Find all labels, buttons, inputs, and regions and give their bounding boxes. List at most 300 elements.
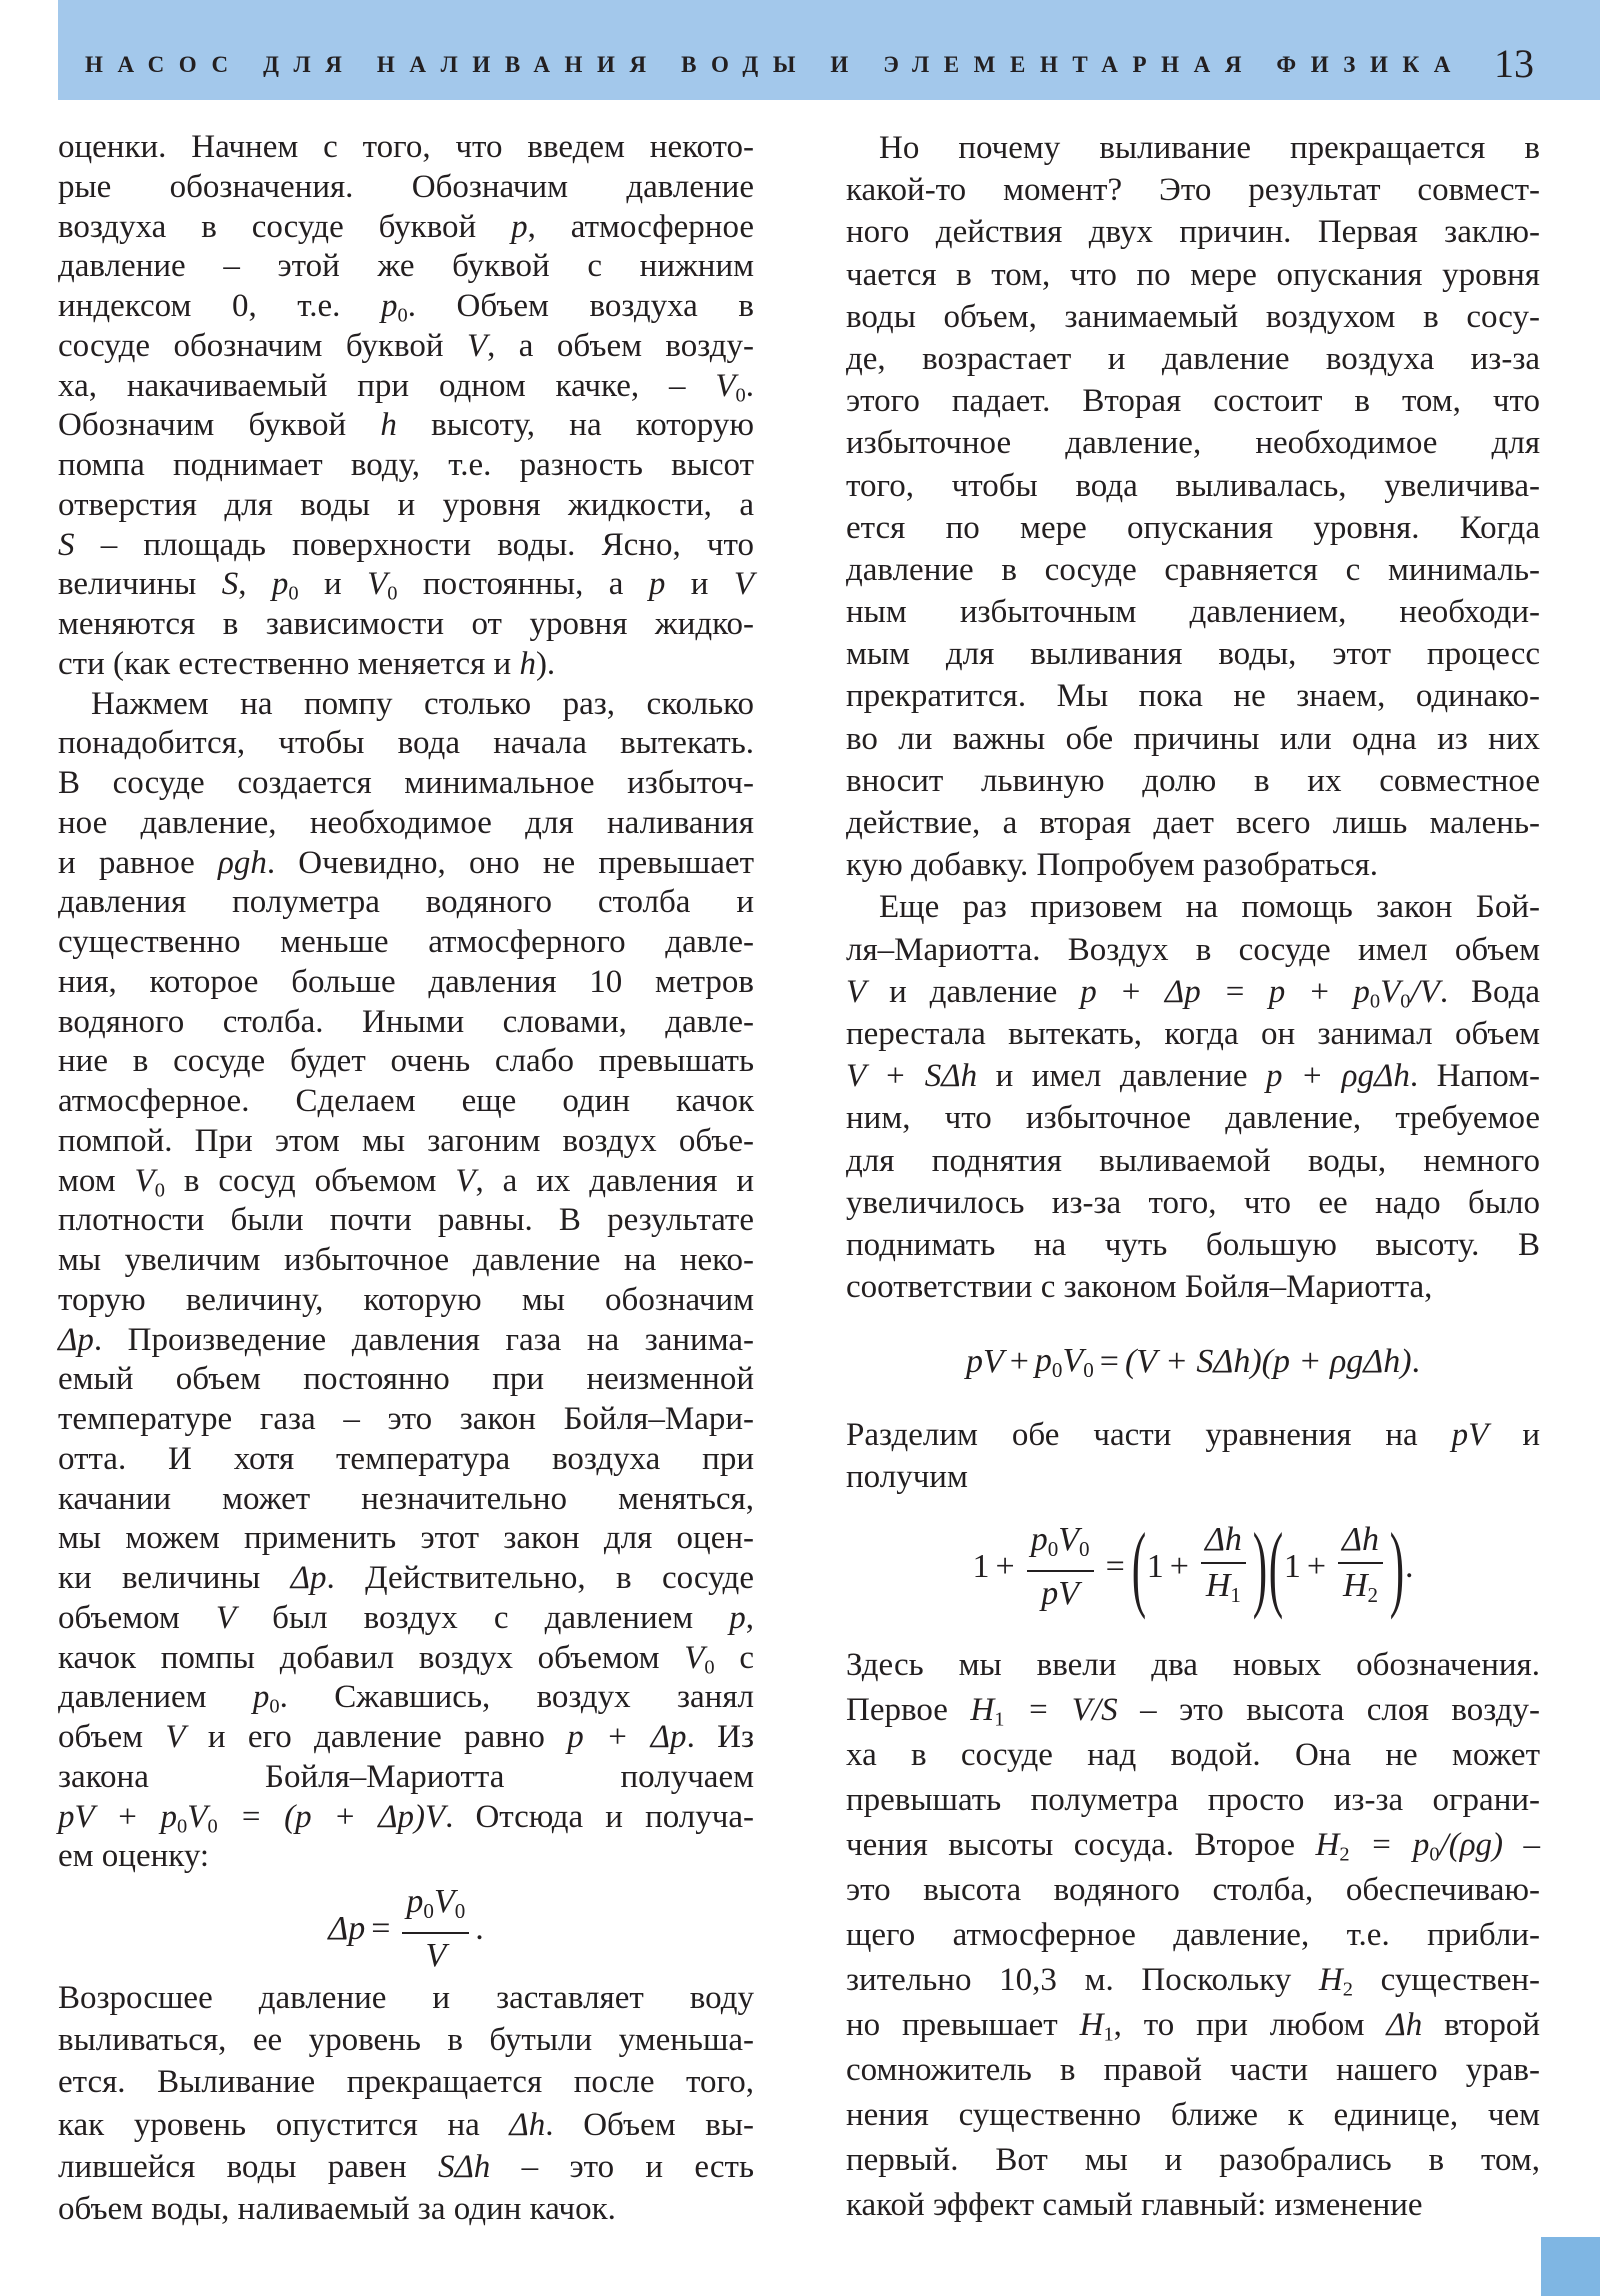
text-line (58, 1718, 754, 1758)
text-run: . Отсюда и получа- (445, 1798, 754, 1835)
text-line (58, 1559, 754, 1599)
math-symbol: = (p + Δp)V (217, 1798, 446, 1835)
text-line (58, 1281, 754, 1321)
line-content: оценки. Начнем с того, что введем некото- (58, 129, 754, 165)
fraction (1201, 1520, 1246, 1615)
line-content: прекратится. Мы пока не знаем, одинако- (846, 678, 1540, 715)
text-line (846, 254, 1540, 296)
text-run: высоту, на которую (396, 407, 754, 444)
denominator (1202, 1564, 1245, 1615)
math-symbol: V (846, 973, 867, 1010)
math-symbol: $p_0$ (160, 1798, 188, 1838)
math-symbol: $H_2$ (1318, 1962, 1353, 2001)
math-symbol: $V_0$ (433, 1882, 466, 1923)
subscript: 2 (1367, 1582, 1379, 1607)
text-line (58, 565, 754, 605)
text-run: 1 (1146, 1548, 1164, 1585)
subscript: 0 (1083, 1357, 1094, 1382)
operator: + (995, 1548, 1015, 1585)
text-line (846, 929, 1540, 971)
line-content: ния, которое больше давления 10 метров (58, 963, 754, 1000)
text-line (58, 963, 754, 1003)
line-content: ем оценку: (58, 1838, 210, 1875)
line-content: какой-то момент? Это результат совмест- (846, 172, 1540, 209)
line-content: В сосуде создается минимальное избыточ- (58, 765, 754, 801)
text-line (58, 1758, 754, 1798)
text-run: . Из (686, 1719, 755, 1755)
text-line (58, 1519, 754, 1559)
text-line (58, 2061, 754, 2103)
math-symbol: S (221, 566, 239, 603)
line-content: Еще раз призовем на помощь закон Бой- (879, 889, 1540, 926)
text-line (846, 1055, 1540, 1097)
text-run: 1 (1283, 1548, 1301, 1585)
text-run: и его давление равно (185, 1719, 568, 1755)
text-run: . (475, 1910, 484, 1947)
text-run: воздуха в сосуде буквой (58, 208, 512, 245)
parenthesis: ) (1252, 1513, 1268, 1620)
fraction (1338, 1520, 1383, 1615)
subscript: 1 (994, 1708, 1005, 1731)
math-symbol: $p_0$ (271, 566, 299, 605)
text-line (846, 1097, 1540, 1139)
text-run: и (298, 566, 368, 603)
text-line (58, 406, 754, 446)
line-content: первый. Вот мы и разобрались в том, (846, 2142, 1540, 2178)
text-line (58, 128, 754, 168)
text-run: мом (58, 1162, 135, 1199)
line-content: понадобится, чтобы вода начала вытекать. (58, 725, 754, 762)
text-line (58, 2146, 754, 2188)
text-run: существен- (1352, 1962, 1540, 1998)
text-line (846, 802, 1540, 844)
text-line (58, 1042, 754, 1082)
text-run: , а их давления и (475, 1162, 755, 1199)
math-symbol: Δh (1342, 1520, 1379, 1558)
line-content (58, 1321, 754, 1361)
text-line (846, 718, 1540, 760)
text-run: лившейся воды равен (58, 2148, 438, 2185)
text-line (846, 1913, 1540, 1958)
text-run: в сосуд объемом (164, 1162, 456, 1199)
text-line (846, 1456, 1540, 1498)
text-run: . (1404, 1548, 1414, 1585)
parenthesis: ( (1268, 1513, 1284, 1620)
line-content: кую добавку. Попробуем разобраться. (846, 847, 1379, 884)
text-run: и (1488, 1417, 1540, 1453)
right-column-text-bottom (846, 1643, 1540, 2228)
line-content: ного действия двух причин. Первая заклю- (846, 214, 1540, 251)
text-run: . Вода (1439, 973, 1541, 1010)
line-content: поднимать на чуть большую высоту. В (846, 1226, 1540, 1263)
subscript: 0 (1051, 1357, 1063, 1382)
text-line (846, 169, 1540, 211)
line-content: сомножитель в правой части нашего урав- (846, 2052, 1540, 2088)
line-content: чается в том, что по мере опускания уровня (846, 256, 1540, 293)
text-run: объем (58, 1719, 166, 1755)
line-content: Но почему выливание прекращается в (879, 130, 1540, 166)
text-line (846, 1182, 1540, 1224)
text-line (58, 844, 754, 884)
line-content (58, 1559, 754, 1599)
line-content (58, 1718, 754, 1758)
subscript: 0 (423, 1898, 434, 1923)
math-symbol: $V_0$ (715, 367, 746, 407)
operator: = (1105, 1548, 1125, 1585)
text-line (58, 526, 754, 566)
text-run: чения высоты сосуда. Второе (846, 1827, 1316, 1863)
text-run: Первое (846, 1692, 971, 1728)
text-run: с (714, 1639, 755, 1676)
line-content (58, 645, 555, 685)
line-content: нения существенно ближе к единице, чем (846, 2097, 1540, 2133)
text-line (846, 1688, 1540, 1733)
line-content: ное давление, необходимое для наливания (58, 804, 754, 841)
text-line (846, 1224, 1540, 1266)
right-formula-boyle-mariotte (846, 1330, 1540, 1394)
text-run: был воздух с давлением (236, 1599, 730, 1636)
line-content: рые обозначения. Обозначим давление (58, 168, 754, 205)
denominator (421, 1934, 450, 1976)
subscript: 2 (1342, 1978, 1353, 2001)
text-run: – (1503, 1827, 1541, 1863)
line-content: атмосферное. Сделаем еще один качок (58, 1083, 754, 1119)
text-run: и имел давление (977, 1058, 1266, 1095)
text-run: Разделим обе части уравнения на (846, 1417, 1452, 1453)
text-line (58, 1639, 754, 1679)
text-line (58, 2104, 754, 2146)
text-line (58, 645, 754, 685)
math-symbol: $H_1$ (1079, 2007, 1114, 2046)
text-line (58, 327, 754, 367)
math-symbol: pV (965, 1343, 1004, 1380)
line-content (846, 1414, 1540, 1456)
math-symbol: ρgh (217, 844, 267, 881)
text-line (846, 1643, 1540, 1688)
text-run: величины (58, 566, 222, 603)
text-line (58, 764, 754, 804)
line-content: какой эффект самый главный: изменение (846, 2187, 1423, 2223)
line-content: превышать полуметра просто из-за ограни- (846, 1782, 1540, 1818)
math-symbol: p + ρgΔh (1265, 1058, 1410, 1095)
text-line (846, 971, 1540, 1013)
paragraph (846, 127, 1540, 886)
text-line (846, 1868, 1540, 1913)
line-content: емый объем постоянно при неизменной (58, 1361, 754, 1398)
math-symbol: p (729, 1599, 746, 1636)
line-content: мы увеличим избыточное давление на неко- (58, 1242, 754, 1278)
text-run: . Произведение давления газа на занима- (93, 1321, 754, 1358)
text-line (846, 2048, 1540, 2093)
math-symbol: Δp (328, 1910, 366, 1947)
text-run: . (745, 367, 754, 404)
subscript: 0 (269, 1695, 280, 1718)
text-line (58, 883, 754, 923)
line-content: во ли важны обе причины или одна из них (846, 720, 1540, 757)
math-symbol: $p_0$ (1353, 973, 1381, 1013)
text-line (58, 486, 754, 526)
text-run: постоянны, а (397, 566, 649, 603)
math-symbol: $V_0$ (1058, 1520, 1090, 1561)
left-formula-delta-p (58, 1880, 754, 1978)
math-symbol: V + SΔh (846, 1058, 978, 1095)
text-run: , атмосферное (527, 208, 754, 245)
text-run: второй (1422, 2007, 1540, 2043)
line-content: для поднятия выливаемой воды, немного (846, 1142, 1540, 1179)
line-content: Возросшее давление и заставляет воду (58, 1980, 754, 2016)
parenthesis: ) (1389, 1513, 1405, 1620)
math-symbol: (V + SΔh)(p + ρgΔh) (1124, 1343, 1412, 1380)
line-content: ется. Выливание прекращается после того, (58, 2064, 754, 2101)
text-run: сосуде обозначим буквой (58, 327, 467, 364)
math-symbol: h (380, 407, 397, 444)
text-line (846, 380, 1540, 422)
math-symbol: h (519, 645, 536, 682)
line-content: получим (846, 1459, 968, 1495)
math-symbol: p + Δp (567, 1719, 687, 1755)
text-run: . Действительно, в сосуде (326, 1560, 754, 1596)
math-symbol: = (1349, 1827, 1413, 1863)
line-content: объем воды, наливаемый за один качок. (58, 2190, 616, 2227)
line-content: избыточное давление, необходимое для (846, 425, 1540, 462)
math-symbol: pV + (58, 1798, 161, 1835)
text-run: . Очевидно, оно не превышает (266, 844, 754, 881)
text-run: ха, накачиваемый при одном качке, – (58, 367, 716, 404)
text-line (846, 886, 1540, 928)
subscript: 0 (1369, 990, 1381, 1013)
paragraph (846, 1414, 1540, 1498)
line-content: помпой. При этом мы загоним воздух объе- (58, 1122, 754, 1159)
subscript: 0 (154, 1179, 165, 1202)
text-run: но превышает (846, 2007, 1080, 2043)
text-line (846, 338, 1540, 380)
line-content: мым для выливания воды, этот процесс (846, 636, 1540, 673)
text-line (58, 685, 754, 725)
line-content: ля–Мариотта. Воздух в сосуде имел объем (846, 931, 1540, 968)
paragraph (58, 128, 754, 685)
math-symbol: pV (1041, 1575, 1080, 1613)
text-run: как уровень опустится на (58, 2106, 510, 2143)
line-content: давление – этой же буквой с нижним (58, 248, 754, 285)
subscript: 1 (1103, 2023, 1114, 2046)
text-run: . (1411, 1343, 1421, 1380)
text-line (846, 2093, 1540, 2138)
line-content: ется по мере опускания уровня. Когда (846, 509, 1540, 546)
math-symbol: $p_0$ (1412, 1827, 1440, 1866)
text-run: зительно 10,3 м. Поскольку (846, 1962, 1319, 1998)
text-line (846, 1013, 1540, 1055)
math-symbol: Δh (1386, 2007, 1423, 2043)
math-symbol: $V_0$ (1380, 973, 1411, 1013)
subscript: 0 (288, 582, 299, 605)
line-content: щего атмосферное давление, т.е. прибли- (846, 1917, 1540, 1953)
text-line (58, 1837, 754, 1877)
text-line (58, 367, 754, 407)
left-column-text-top (58, 128, 754, 1877)
subscript: 1 (1230, 1582, 1241, 1607)
line-content: давление в сосуде сравняется с минималь- (846, 551, 1540, 588)
text-run: – это и есть (490, 2148, 754, 2185)
line-content (846, 1055, 1540, 1097)
text-line (58, 1400, 754, 1440)
fraction (402, 1882, 469, 1977)
text-line (58, 1082, 754, 1122)
text-run: сти (как естественно меняется и (58, 645, 520, 682)
math-symbol: $H_2$ (1342, 1566, 1379, 1607)
text-run: . Сжавшись, воздух занял (279, 1679, 754, 1716)
text-line (846, 1778, 1540, 1823)
subscript: 0 (177, 1815, 188, 1838)
math-symbol: $H_1$ (970, 1692, 1005, 1731)
page-number: 13 (1494, 41, 1534, 86)
subscript: 0 (735, 384, 746, 407)
text-line (846, 1958, 1540, 2003)
line-content: водяного столба. Иными словами, давле- (58, 1003, 754, 1040)
text-line (58, 2019, 754, 2061)
text-run: – это высота слоя возду- (1117, 1692, 1540, 1728)
line-content: ние в сосуде будет очень слабо превышать (58, 1043, 754, 1080)
text-line (58, 1977, 754, 2019)
text-line (58, 724, 754, 764)
text-line (58, 1162, 754, 1202)
line-content: ха в сосуде над водой. Она не может (846, 1737, 1540, 1773)
math-symbol: V (165, 1719, 186, 1755)
text-line (846, 422, 1540, 464)
text-line (58, 1003, 754, 1043)
text-run: ). (535, 645, 556, 682)
math-symbol: Δp (58, 1321, 94, 1358)
math-symbol: $p_0$ (380, 288, 408, 327)
operator: + (1169, 1548, 1189, 1585)
text-line (846, 633, 1540, 675)
corner-tab (1541, 2237, 1600, 2296)
math-symbol: pV (1451, 1417, 1489, 1453)
paragraph (58, 685, 754, 1878)
subscript: 0 (454, 1898, 466, 1923)
line-content: торую величину, которую мы обозначим (58, 1281, 754, 1318)
subscript: 2 (1339, 1843, 1350, 1866)
paragraph (846, 886, 1540, 1308)
math-symbol: p + Δp = p + (1080, 973, 1354, 1010)
text-run: – площадь поверхности воды. Ясно, что (74, 526, 754, 563)
text-line (58, 1440, 754, 1480)
text-run: и (665, 566, 734, 603)
text-line (58, 1798, 754, 1838)
math-symbol: $p_0$ (252, 1679, 280, 1718)
text-line (58, 1678, 754, 1718)
numerator (1201, 1520, 1246, 1564)
text-line (846, 507, 1540, 549)
math-symbol: V (455, 1162, 476, 1199)
text-run: , (745, 1599, 754, 1636)
text-line (846, 2138, 1540, 2183)
text-line (846, 844, 1540, 886)
text-run: . Объем вы- (545, 2106, 754, 2143)
text-line (58, 804, 754, 844)
parenthesis: ( (1131, 1513, 1146, 1620)
line-content: ным избыточным давлением, необходи- (846, 594, 1540, 631)
text-run: Обозначим буквой (58, 407, 381, 444)
line-content: отверстия для воды и уровня жидкости, а (58, 486, 754, 523)
text-line (58, 446, 754, 486)
math-symbol: V (215, 1599, 237, 1636)
math-symbol: $V_0$ (134, 1162, 165, 1202)
line-content: это высота водяного столба, обеспечиваю- (846, 1872, 1540, 1908)
text-line (846, 1140, 1540, 1182)
line-content: ним, что избыточное давление, требуемое (846, 1100, 1540, 1137)
text-line (846, 675, 1540, 717)
text-line (846, 1823, 1540, 1868)
math-symbol: $V_0$ (367, 566, 398, 605)
text-run: и равное (58, 844, 218, 881)
numerator (402, 1882, 469, 1935)
line-content (58, 406, 754, 446)
text-line (846, 591, 1540, 633)
math-symbol: $H_2$ (1315, 1827, 1350, 1866)
right-column-text-mid (846, 1414, 1540, 1498)
numerator (1338, 1520, 1383, 1564)
line-content: Здесь мы ввели два новых обозначения. (846, 1647, 1540, 1683)
math-symbol: $V_0$ (187, 1798, 218, 1838)
text-run: качок помпы добавил воздух объемом (58, 1639, 685, 1676)
text-run: . Объем воздуха в (407, 288, 754, 324)
math-symbol: V (425, 1937, 447, 1975)
math-symbol: $p_0$ (1034, 1341, 1063, 1382)
operator: + (1306, 1548, 1327, 1585)
subscript: 0 (207, 1815, 218, 1838)
text-line (58, 923, 754, 963)
line-content: перестала вытекать, когда он занимал объем (846, 1015, 1540, 1052)
text-line (58, 1122, 754, 1162)
line-content: закона Бойля–Мариотта получаем (58, 1758, 754, 1795)
left-column-text-bottom (58, 1977, 754, 2230)
text-line (58, 1360, 754, 1400)
text-run: индексом 0, т.е. (58, 288, 381, 324)
line-content: этого падает. Вторая состоит в том, что (846, 383, 1540, 420)
running-title: НАСОС ДЛЯ НАЛИВАНИЯ ВОДЫ И ЭЛЕМЕНТАРНАЯ ФИЗИКА (85, 52, 1465, 77)
denominator (1037, 1572, 1083, 1614)
line-content: вносит львиную долю в их совместное (846, 762, 1540, 799)
denominator (1339, 1564, 1382, 1615)
subscript: 0 (1047, 1536, 1059, 1561)
text-line (58, 168, 754, 208)
math-symbol: p (648, 566, 666, 603)
line-content (58, 327, 754, 367)
text-run: . Напом- (1409, 1058, 1541, 1095)
math-symbol: $p_0$ (406, 1882, 434, 1923)
text-line (58, 208, 754, 248)
line-content (58, 2104, 754, 2146)
math-symbol: /(ρg) (1439, 1827, 1504, 1863)
line-content: Нажмем на помпу столько раз, сколько (91, 685, 754, 722)
right-column-text-top (846, 127, 1540, 1308)
text-line (846, 1733, 1540, 1778)
operator: = (1099, 1343, 1119, 1380)
fraction (1027, 1520, 1094, 1615)
paragraph (58, 1977, 754, 2230)
math-symbol: $p_0$ (1030, 1520, 1059, 1561)
subscript: 0 (397, 304, 408, 327)
subscript: 0 (1429, 1843, 1440, 1866)
math-symbol: SΔh (437, 2148, 491, 2185)
math-symbol: V (733, 566, 754, 603)
operator: + (1009, 1343, 1029, 1380)
line-content: плотности были почти равны. В результате (58, 1202, 754, 1239)
math-symbol: Δp (290, 1560, 327, 1596)
math-symbol: Δh (509, 2106, 546, 2143)
line-content: действие, а вторая дает всего лишь малень- (846, 805, 1540, 841)
text-line (846, 760, 1540, 802)
